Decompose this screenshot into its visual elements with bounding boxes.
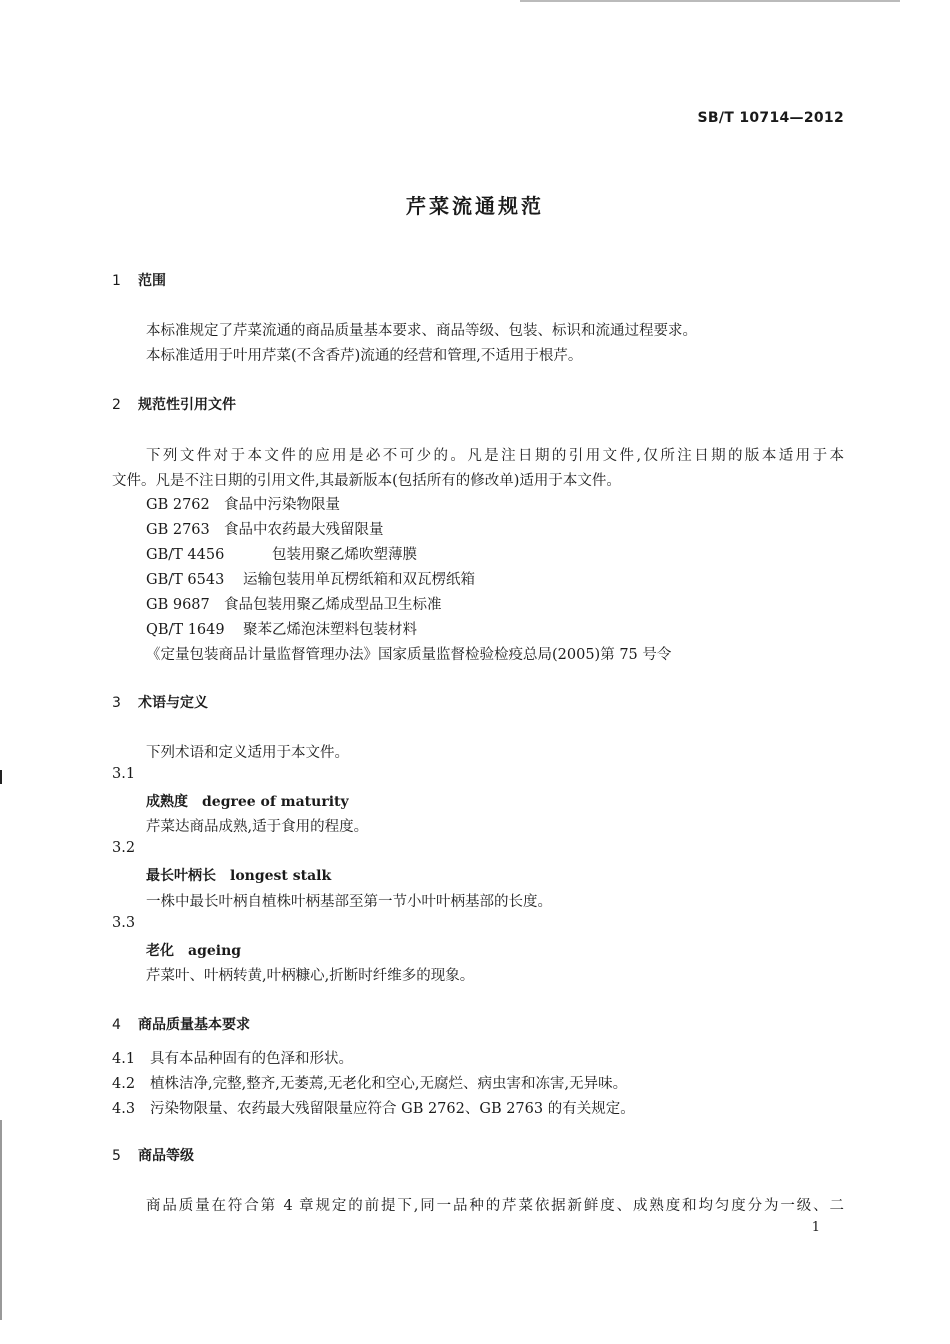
reference-title: 运输包装用单瓦楞纸箱和双瓦楞纸箱 — [243, 572, 475, 588]
reference-item — [146, 618, 417, 639]
reference-item — [146, 568, 475, 589]
section-heading-3 — [112, 692, 208, 712]
section-title: 商品等级 — [138, 1148, 194, 1164]
paragraph: 商品质量在符合第 4 章规定的前提下,同一品种的芹菜依据新鲜度、成熟度和均匀度分为一级、二 — [146, 1198, 844, 1214]
section-title: 规范性引用文件 — [138, 397, 236, 413]
scan-artifact — [0, 770, 2, 784]
term-name — [146, 940, 241, 960]
section-heading-5 — [112, 1145, 194, 1165]
regulation-reference: 《定量包装商品计量监督管理办法》国家质量监督检验检疫总局(2005)第 75 号令 — [146, 647, 672, 663]
paragraph: 下列文件对于本文件的应用是必不可少的。凡是注日期的引用文件,仅所注日期的版本适用于本 — [146, 448, 844, 464]
item-number: 4.2 — [112, 1076, 136, 1092]
term-definition: 芹菜达商品成熟,适于食用的程度。 — [146, 819, 369, 835]
reference-code: GB 9687 — [146, 597, 210, 613]
section-number: 2 — [112, 397, 121, 413]
term-en: longest stalk — [230, 868, 332, 884]
reference-title: 聚苯乙烯泡沫塑料包装材料 — [243, 622, 417, 638]
section-title: 术语与定义 — [138, 695, 208, 711]
reference-item — [146, 593, 442, 614]
scan-artifact — [520, 0, 900, 2]
reference-code: GB 2763 — [146, 522, 210, 538]
requirement-item — [112, 1047, 353, 1068]
term-name — [146, 865, 331, 885]
term-zh: 成熟度 — [146, 794, 188, 810]
section-number: 3 — [112, 695, 121, 711]
term-number: 3.1 — [112, 766, 136, 782]
paragraph: 下列术语和定义适用于本文件。 — [146, 745, 349, 761]
scan-artifact — [0, 1120, 2, 1320]
requirement-item — [112, 1097, 635, 1118]
term-number: 3.3 — [112, 915, 136, 931]
item-text: 具有本品种固有的色泽和形状。 — [150, 1051, 353, 1067]
term-name — [146, 791, 349, 811]
section-number: 5 — [112, 1148, 121, 1164]
section-title: 范围 — [138, 273, 166, 289]
section-number: 4 — [112, 1017, 121, 1033]
term-zh: 老化 — [146, 943, 174, 959]
reference-item — [146, 518, 384, 539]
term-zh: 最长叶柄长 — [146, 868, 216, 884]
page-title: 芹菜流通规范 — [406, 194, 544, 218]
reference-code: GB/T 4456 — [146, 547, 225, 563]
reference-code: GB/T 6543 — [146, 572, 225, 588]
requirement-item — [112, 1072, 627, 1093]
page-number: 1 — [811, 1220, 820, 1235]
reference-code: QB/T 1649 — [146, 622, 225, 638]
term-definition: 一株中最长叶柄自植株叶柄基部至第一节小叶叶柄基部的长度。 — [146, 894, 552, 910]
reference-title: 食品包装用聚乙烯成型品卫生标准 — [224, 597, 442, 613]
section-title: 商品质量基本要求 — [138, 1017, 250, 1033]
item-text: 污染物限量、农药最大残留限量应符合 GB 2762、GB 2763 的有关规定。 — [150, 1101, 635, 1117]
item-text: 植株洁净,完整,整齐,无萎蔫,无老化和空心,无腐烂、病虫害和冻害,无异味。 — [150, 1076, 628, 1092]
reference-item — [146, 543, 417, 564]
item-number: 4.1 — [112, 1051, 136, 1067]
item-number: 4.3 — [112, 1101, 136, 1117]
reference-title: 包装用聚乙烯吹塑薄膜 — [272, 547, 417, 563]
paragraph: 本标准适用于叶用芹菜(不含香芹)流通的经营和管理,不适用于根芹。 — [146, 348, 583, 364]
standard-code: SB/T 10714—2012 — [697, 110, 844, 126]
reference-item — [146, 493, 340, 514]
section-heading-2 — [112, 394, 236, 414]
paragraph: 文件。凡是不注日期的引用文件,其最新版本(包括所有的修改单)适用于本文件。 — [112, 473, 621, 489]
term-en: degree of maturity — [202, 794, 349, 810]
reference-title: 食品中农药最大残留限量 — [224, 522, 384, 538]
term-number: 3.2 — [112, 840, 136, 856]
reference-code: GB 2762 — [146, 497, 210, 513]
paragraph: 本标准规定了芹菜流通的商品质量基本要求、商品等级、包装、标识和流通过程要求。 — [146, 323, 697, 339]
term-definition: 芹菜叶、叶柄转黄,叶柄糠心,折断时纤维多的现象。 — [146, 968, 475, 984]
section-heading-1 — [112, 270, 166, 290]
section-heading-4 — [112, 1014, 250, 1034]
section-number: 1 — [112, 273, 121, 289]
reference-title: 食品中污染物限量 — [224, 497, 340, 513]
term-en: ageing — [188, 943, 242, 959]
